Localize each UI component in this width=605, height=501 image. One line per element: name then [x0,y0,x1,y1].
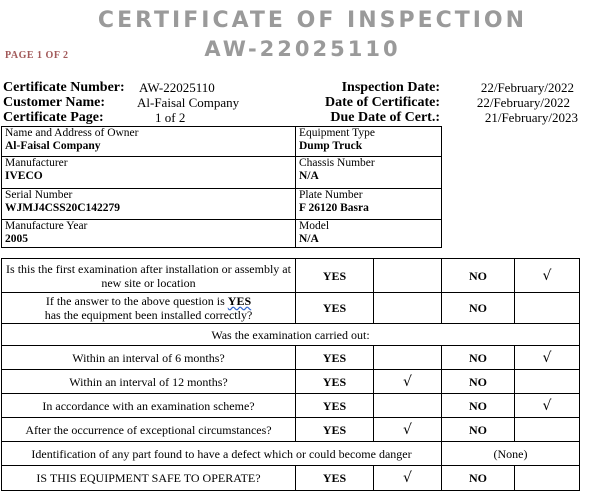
no-check-cell [515,370,580,394]
question-first-examination: Is this the first examination after installation or assembly at new site or location [2,259,296,293]
table-row [2,189,442,220]
certificate-number-value: AW-22025110 [139,80,215,95]
no-check-cell: √ [515,346,580,370]
question-installed-correctly [2,293,296,324]
customer-name-label: Customer Name: [3,95,105,110]
chassis-cell [296,157,442,189]
serial-cell [2,189,296,220]
plate-cell [296,189,442,220]
page-indicator: PAGE 1 OF 2 [5,50,69,61]
yes-cell: YES [296,346,374,370]
yes-cell: YES [296,466,374,491]
table-row [2,346,580,370]
yes-check-cell [374,259,442,293]
serial-label: Serial Number [5,189,73,201]
table-row [2,324,580,346]
no-check-cell: √ [515,259,580,293]
table-row [2,466,580,491]
question-text-part: has the equipment been installed correctly? [44,308,253,322]
yes-check-cell: √ [374,466,442,491]
certificate-number-label: Certificate Number: [3,80,125,95]
table-row [2,157,442,189]
model-label: Model [299,220,330,232]
inspection-questions-table [1,258,580,491]
defect-value: (None) [442,442,580,466]
header-row-1 [3,80,578,95]
manufacturer-label: Manufacturer [5,157,68,169]
due-date-value: 21/February/2023 [484,110,578,125]
yes-cell: YES [296,259,374,293]
yes-cell: YES [296,394,374,418]
plate-value: F 26120 Basra [299,202,369,214]
no-cell: NO [442,259,515,293]
no-cell: NO [442,466,515,491]
model-cell [296,220,442,248]
no-cell: NO [442,346,515,370]
customer-name-value: Al-Faisal Company [137,95,240,110]
inspection-date-label: Inspection Date: [341,80,440,95]
year-value: 2005 [5,233,28,245]
table-row [2,293,580,324]
question-6-months: Within an interval of 6 months? [2,346,296,370]
table-row [2,418,580,442]
yes-cell: YES [296,293,374,324]
plate-label: Plate Number [299,189,363,201]
examination-carried-out-heading: Was the examination carried out: [2,324,580,346]
no-check-cell [515,466,580,491]
equipment-type-cell [296,127,442,157]
table-row [2,220,442,248]
yes-check-cell [374,346,442,370]
table-row [2,394,580,418]
serial-value: WJMJ4CSS20C142279 [5,202,121,214]
no-cell: NO [442,394,515,418]
no-cell: NO [442,370,515,394]
yes-cell: YES [296,418,374,442]
equipment-type-value: Dump Truck [299,140,363,152]
table-row [2,442,580,466]
certificate-header [3,80,578,126]
question-examination-scheme: In accordance with an examination scheme? [2,394,296,418]
model-value: N/A [299,233,319,245]
year-cell [2,220,296,248]
question-safe-to-operate: IS THIS EQUIPMENT SAFE TO OPERATE? [2,466,296,491]
table-row [2,259,580,293]
certificate-code: AW-22025110 [204,37,401,61]
year-label: Manufacture Year [5,220,88,232]
no-cell: NO [442,293,515,324]
no-check-cell [515,418,580,442]
owner-cell [2,127,296,157]
manufacturer-value: IVECO [5,170,43,182]
no-cell: NO [442,418,515,442]
yes-check-cell: √ [374,418,442,442]
header-row-2 [3,95,578,110]
table-row [2,127,442,157]
owner-label: Name and Address of Owner [5,127,139,139]
yes-emphasis: YES [227,294,252,308]
no-check-cell [515,293,580,324]
yes-check-cell: √ [374,370,442,394]
no-check-cell: √ [515,394,580,418]
certificate-page-label: Certificate Page: [3,110,104,125]
date-of-certificate-value: 22/February/2022 [476,95,570,110]
certificate-page-value: 1 of 2 [155,110,186,125]
yes-check-cell [374,394,442,418]
equipment-details-table [1,126,442,248]
chassis-value: N/A [299,170,319,182]
question-text-part: If the answer to the above question is [45,294,225,308]
header-row-3 [3,110,578,125]
yes-cell: YES [296,370,374,394]
certificate-title: CERTIFICATE OF INSPECTION [97,8,528,33]
yes-check-cell [374,293,442,324]
due-date-label: Due Date of Cert.: [330,110,440,125]
table-row [2,370,580,394]
owner-value: Al-Faisal Company [5,140,101,152]
question-exceptional-circumstances: After the occurrence of exceptional circumstances? [2,418,296,442]
question-12-months: Within an interval of 12 months? [2,370,296,394]
inspection-date-value: 22/February/2022 [480,80,574,95]
manufacturer-cell [2,157,296,189]
chassis-label: Chassis Number [299,157,375,169]
equipment-type-label: Equipment Type [299,127,375,139]
defect-identification-question: Identification of any part found to have a defect which or could become danger [2,442,442,466]
date-of-certificate-label: Date of Certificate: [324,95,440,110]
